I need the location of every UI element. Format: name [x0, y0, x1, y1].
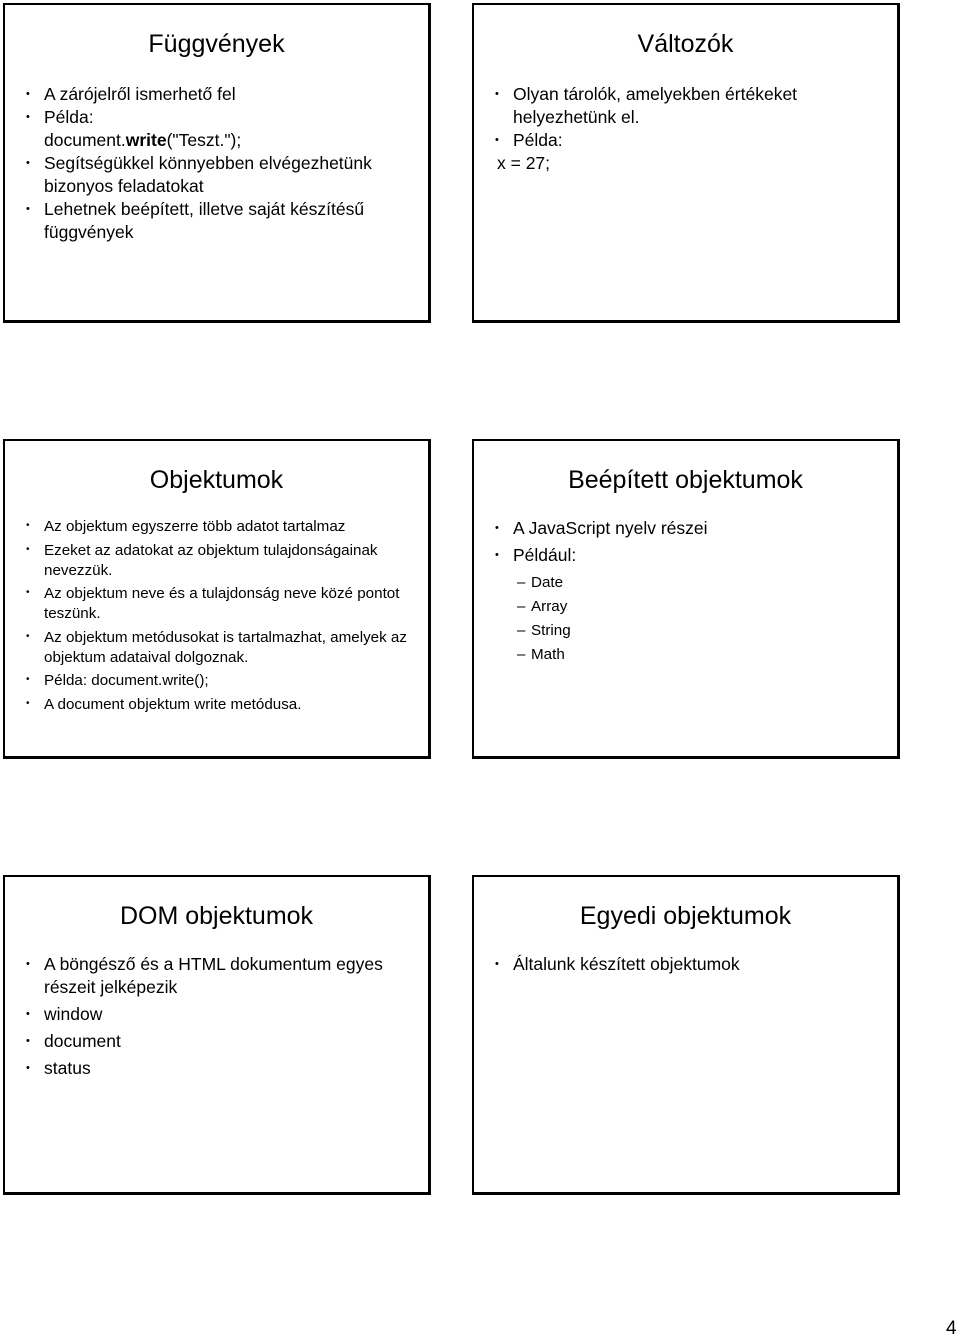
bullet-icon: •: [495, 549, 499, 561]
bullet-icon: •: [26, 630, 30, 642]
list-item-text: Példa:: [44, 107, 94, 127]
list-item-text: Példa: document.write();: [44, 672, 209, 689]
list-item-text: document: [44, 1031, 121, 1051]
bullet-icon: •: [26, 88, 30, 100]
slide-title: Objektumok: [149, 466, 284, 494]
dash-icon: –: [517, 574, 526, 591]
list-item: [5, 106, 428, 129]
list-item: [5, 198, 428, 244]
bullet-icon: •: [26, 520, 30, 531]
bullet-list: [474, 953, 897, 976]
sub-item-text: Date: [531, 574, 564, 591]
bullet-list: [5, 83, 428, 244]
list-item-text: Az objektum metódusokat is tartalmazhat, amelyek az objektum adataival dolgoznak.: [44, 628, 407, 666]
slide-title: Változók: [637, 30, 734, 58]
list-item: [474, 83, 897, 129]
list-item-text: Olyan tárolók, amelyekben értékeket helyezhetünk el.: [513, 84, 798, 127]
bullet-icon: •: [495, 958, 499, 970]
list-item: [5, 152, 428, 198]
list-item: [5, 1030, 428, 1053]
list-item: [474, 129, 897, 152]
slide-title: DOM objektumok: [119, 902, 314, 930]
bullet-list: [5, 517, 428, 715]
dash-icon: –: [517, 598, 526, 615]
list-item-text: status: [44, 1058, 91, 1078]
list-item: [474, 544, 897, 567]
bullet-icon: •: [495, 134, 499, 146]
slide-title: Beépített objektumok: [568, 466, 803, 494]
sub-item-text: Array: [531, 598, 568, 615]
sub-list-item: [474, 571, 897, 595]
slide-title: Egyedi objektumok: [579, 902, 792, 930]
bullet-list: [5, 953, 428, 1084]
slide-variables: [472, 3, 900, 323]
slide-builtin-objects: [472, 439, 900, 759]
slide-functions: [3, 3, 431, 323]
list-item-text: A document objektum write metódusa.: [44, 695, 302, 713]
bullet-icon: •: [26, 674, 30, 685]
list-item-text: Lehetnek beépített, illetve saját készítésű függvények: [44, 199, 365, 242]
list-item-text: A böngésző és a HTML dokumentum egyes részeit jelképezik: [44, 954, 383, 997]
bullet-icon: •: [26, 543, 30, 555]
list-item-text: Példa:: [513, 130, 563, 150]
bullet-icon: •: [26, 111, 30, 123]
sub-item-text: Math: [531, 646, 565, 663]
bullet-icon: •: [26, 1062, 30, 1074]
bullet-list: [474, 83, 897, 175]
list-item-text: Segítségükkel könnyebben elvégezhetünk bizonyos feladatokat: [44, 153, 372, 196]
bullet-icon: •: [26, 157, 30, 169]
list-item: [5, 584, 428, 624]
code-example: x = 27;: [497, 153, 551, 173]
list-item-text: Az objektum neve és a tulajdonság neve közé pontot teszünk.: [44, 585, 400, 622]
list-item: [5, 541, 428, 581]
list-item: [5, 1057, 428, 1080]
bullet-icon: •: [495, 88, 499, 100]
slide-title: Függvények: [148, 30, 285, 58]
list-item-text: A zárójelről ismerhető fel: [44, 84, 236, 104]
list-item: [5, 671, 428, 691]
list-item-text: A JavaScript nyelv részei: [513, 518, 708, 538]
bullet-icon: •: [26, 587, 30, 598]
list-item: [5, 953, 428, 999]
bullet-list: [474, 517, 897, 667]
list-item-text: Az objektum egyszerre több adatot tartalmaz: [44, 518, 346, 535]
list-item-text: Például:: [513, 545, 577, 565]
bullet-icon: •: [26, 1035, 30, 1047]
code-prefix: document.: [44, 130, 126, 150]
bullet-icon: •: [26, 697, 30, 709]
sub-list-item: [474, 643, 897, 667]
bullet-icon: •: [495, 522, 499, 534]
sub-list-item: [474, 619, 897, 643]
slide-dom-objects: [3, 875, 431, 1195]
list-item: [474, 953, 897, 976]
slide-objects: [3, 439, 431, 759]
list-item: [5, 83, 428, 106]
dash-icon: –: [517, 622, 526, 639]
bullet-icon: •: [26, 1008, 30, 1020]
code-suffix: ("Teszt.");: [166, 130, 242, 150]
page-number: 4: [946, 1318, 957, 1339]
bullet-icon: •: [26, 958, 30, 970]
list-item-text: window: [44, 1004, 103, 1024]
bullet-icon: •: [26, 203, 30, 215]
list-item: [5, 628, 428, 668]
list-item: [474, 517, 897, 540]
sub-item-text: String: [531, 622, 571, 639]
code-method: write: [125, 130, 167, 150]
list-item: [5, 517, 428, 537]
list-item: [5, 695, 428, 715]
dash-icon: –: [517, 646, 526, 663]
code-example: [5, 129, 428, 152]
slide-custom-objects: [472, 875, 900, 1195]
list-item: [5, 1003, 428, 1026]
sub-list-item: [474, 595, 897, 619]
list-item-text: Ezeket az adatokat az objektum tulajdonságainak nevezzük.: [44, 541, 378, 579]
list-item-text: Általunk készített objektumok: [513, 954, 740, 974]
